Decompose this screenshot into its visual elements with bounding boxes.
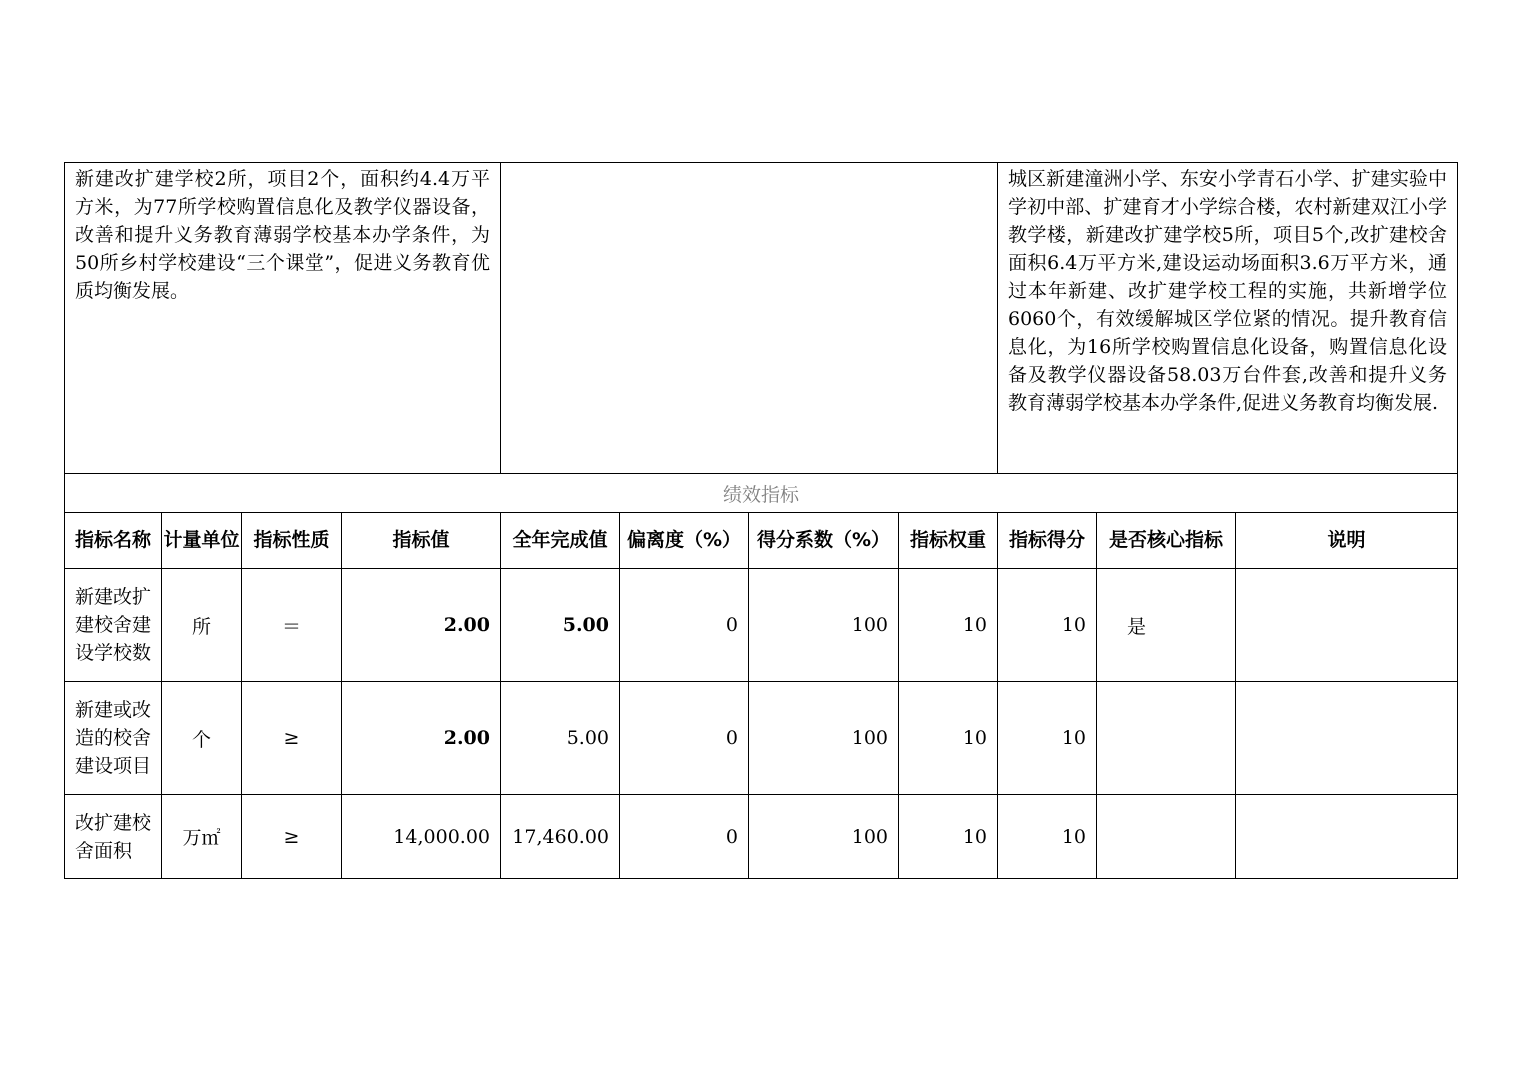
- table-row: [65, 682, 1458, 795]
- deviation-cell: 0: [620, 682, 749, 795]
- section-title-row: [65, 474, 1458, 513]
- indicator-name: 新建或改造的校舍建设项目: [65, 682, 162, 795]
- nature-cell: ＝: [242, 569, 342, 682]
- table-row: [65, 795, 1458, 879]
- coefficient-cell: 100: [749, 682, 899, 795]
- nature-cell: ≥: [242, 795, 342, 879]
- indicator-name: 新建改扩建校舍建设学校数: [65, 569, 162, 682]
- goal-description-row: [65, 163, 1458, 474]
- note-cell: [1236, 795, 1458, 879]
- header-row: [65, 513, 1458, 569]
- weight-cell: 10: [899, 569, 998, 682]
- unit-cell: 个: [162, 682, 242, 795]
- header-is-core: 是否核心指标: [1097, 513, 1236, 569]
- deviation-cell: 0: [620, 795, 749, 879]
- header-deviation: 偏离度（%）: [620, 513, 749, 569]
- actual-cell: 5.00: [501, 682, 620, 795]
- target-cell: 2.00: [342, 682, 501, 795]
- header-score-coefficient: 得分系数（%）: [749, 513, 899, 569]
- performance-table: [64, 162, 1458, 879]
- note-cell: [1236, 682, 1458, 795]
- coefficient-cell: 100: [749, 795, 899, 879]
- planned-goal-text: 新建改扩建学校2所，项目2个，面积约4.4万平方米，为77所学校购置信息化及教学仪器设备，改善和提升义务教育薄弱学校基本办学条件，为50所乡村学校建设“三个课堂”，促进义务教育优质均衡发展。: [65, 163, 501, 474]
- actual-cell: 17,460.00: [501, 795, 620, 879]
- actual-cell: 5.00: [501, 569, 620, 682]
- weight-cell: 10: [899, 795, 998, 879]
- table-row: [65, 569, 1458, 682]
- note-cell: [1236, 569, 1458, 682]
- core-cell: [1097, 682, 1236, 795]
- core-cell: 是: [1097, 569, 1236, 682]
- header-score: 指标得分: [998, 513, 1097, 569]
- header-actual-value: 全年完成值: [501, 513, 620, 569]
- target-cell: 2.00: [342, 569, 501, 682]
- section-title: 绩效指标: [65, 474, 1458, 513]
- core-cell: [1097, 795, 1236, 879]
- indicator-name: 改扩建校舍面积: [65, 795, 162, 879]
- score-cell: 10: [998, 569, 1097, 682]
- header-nature: 指标性质: [242, 513, 342, 569]
- target-cell: 14,000.00: [342, 795, 501, 879]
- weight-cell: 10: [899, 682, 998, 795]
- score-cell: 10: [998, 795, 1097, 879]
- deviation-cell: 0: [620, 569, 749, 682]
- unit-cell: 所: [162, 569, 242, 682]
- actual-completion-text: 城区新建潼洲小学、东安小学青石小学、扩建实验中学初中部、扩建育才小学综合楼，农村新建双江小学教学楼，新建改扩建学校5所，项目5个,改扩建校舍面积6.4万平方米,建设运动场面积3.6万平方米，通过本年新建、改扩建学校工程的实施，共新增学位6060个，有效缓解城区学位紧的情况。提升教育信息化，为16所学校购置信息化设备，购置信息化设备及教学仪器设备58.03万台件套,改善和提升义务教育薄弱学校基本办学条件,促进义务教育均衡发展.: [998, 163, 1458, 474]
- middle-blank-cell: [501, 163, 998, 474]
- nature-cell: ≥: [242, 682, 342, 795]
- header-unit: 计量单位: [162, 513, 242, 569]
- header-weight: 指标权重: [899, 513, 998, 569]
- header-note: 说明: [1236, 513, 1458, 569]
- score-cell: 10: [998, 682, 1097, 795]
- header-target-value: 指标值: [342, 513, 501, 569]
- header-indicator-name: 指标名称: [65, 513, 162, 569]
- unit-cell: 万㎡: [162, 795, 242, 879]
- coefficient-cell: 100: [749, 569, 899, 682]
